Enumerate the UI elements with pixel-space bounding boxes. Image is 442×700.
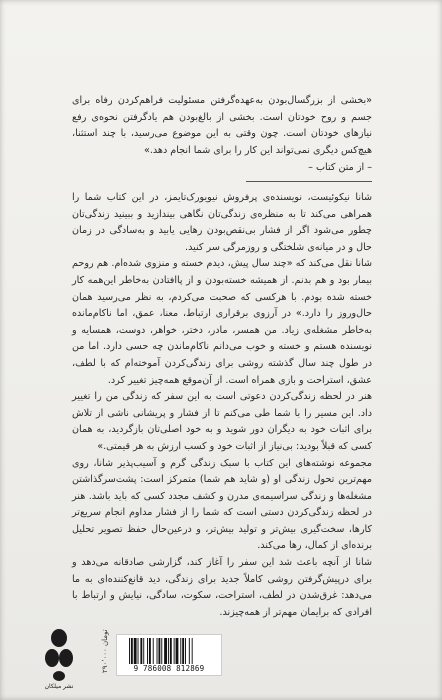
blurb-paragraph: هنر در لحظه زندگی‌کردن دعوتی است به این سفر که زندگی من را تغییر داد. این مسیر را با شما طی می‌کنم تا از فشار و پریشانی ناشی از تلاش برای اثبات خود به دیگران دور شوید و به خود اصلی‌تان بازگردید، به همان کسی که قبلاً بودید: بی‌نیاز از اثبات خود و کسب ارزش به هر قیمتی.»: [72, 391, 372, 452]
isbn-digits: 9 786008 812869: [133, 664, 205, 673]
barcode-bar: [134, 638, 137, 664]
barcode-bar: [158, 638, 160, 664]
barcode-bar: [176, 638, 179, 664]
barcode-bar: [192, 638, 193, 664]
blurb-quote: «بخشی از بزرگسال‌بودن به‌عهده‌گرفتن مسئولیت فراهم‌کردن رفاه برای جسم و روح خودتان است. بخشی از بالغ‌بودن هم یادگرفتن نحوه‌ی رفع نیازهای خودتان است. چون وقتی به این موضوع می‌رسید، با چند استثنا، هیچ‌کس دیگری نمی‌تواند این کار را برای شما انجام دهد.»: [72, 95, 372, 156]
barcode-bar: [161, 638, 162, 664]
barcode-bar: [149, 638, 151, 664]
blurb-paragraph: شانا از آنچه باعث شد این سفر را آغاز کند، گزارشی صادقانه می‌دهد و برای درپیش‌گرفتن روشی کاملاً جدید برای زندگی، دید قانع‌کننده‌ای به ما می‌دهد: غرق‌شدن در لطف، استراحت، سکوت، سادگی، نیایش و ارتباط با افرادی که برایمان مهم‌تر از همه‌چیزند.: [72, 557, 372, 618]
barcode-bar: [182, 638, 184, 664]
barcode-bar: [147, 638, 148, 664]
blurb-body: [72, 190, 372, 621]
barcode-bar: [174, 638, 175, 664]
barcode-bar: [164, 638, 167, 664]
publisher-logo-icon: [44, 628, 74, 682]
barcode-bar: [131, 638, 133, 664]
barcode-bar: [140, 638, 142, 664]
divider-line: [246, 181, 372, 182]
blurb-paragraph: مجموعه نوشته‌های این کتاب با سبک زندگی گرم و آسیب‌پذیر شانا، روی مهم‌ترین تحول زندگی او (و شاید هم شما) متمرکز است: پشت‌سرگذاشتن مشغله‌ها و زندگی سراسیمه‌ی مدرن و کشف مجدد کسی که باید باشد. هنر در لحظه زندگی‌کردن دستی است که شما را از فشار مداوم انجام سریع‌تر کارها، سخت‌گیری بیش‌تر و تولید بیش‌تر، و درعین‌حال حفظ تصویر تحلیل برنده‌ای از کمال، رها می‌کند.: [72, 457, 372, 552]
barcode-bar: [185, 638, 186, 664]
isbn-barcode: [116, 634, 222, 676]
barcode-bar: [170, 638, 172, 664]
price-label: ۲۹۰٬۰۰۰ تومان: [101, 629, 109, 673]
barcode-bar: [153, 638, 154, 664]
barcode-bar: [180, 638, 181, 664]
barcode-bar: [189, 638, 190, 664]
barcode-bar: [168, 638, 169, 664]
barcode-bars: [129, 638, 213, 664]
barcode-bar: [138, 638, 139, 664]
quote-source: – از متن کتاب –: [308, 162, 372, 173]
barcode-bar: [157, 638, 158, 664]
barcode-bar: [143, 638, 144, 664]
barcode-bar: [129, 638, 130, 664]
blurb-paragraph: شانا نقل می‌کند که «چند سال پیش، دیدم خسته و منزوی شده‌ام. هم روحم بیمار بود و هم بدنم. از همیشه خسته‌بودن و از پاافتادن به‌خاطر این‌همه کار خسته شده بودم. با هرکسی که صحبت می‌کردم، به نظر می‌رسید همان حال‌وروز را دارد.» در آرزوی برقراری ارتباط، معنا، عمق، اما ناکام‌مانده به‌خاطر مشغله‌ی زیاد. من همسر، مادر، دختر، خواهر، دوست، همسایه و نویسنده هستم و خسته و خوب می‌دانم ناکام‌ماندن چه حسی دارد. اما من در طول چند سال گذشته روشی برای زندگی‌کردن آموخته‌ام که با لطف، عشق، استراحت و بازی همراه است. از آن‌موقع همه‌چیز تغییر کرد.: [72, 258, 372, 386]
publisher-name: نشر میلکان: [44, 683, 74, 690]
blurb-paragraph: شانا نیکوئیست، نویسنده‌ی پرفروش نیویورک‌تایمز، در این کتاب شما را همراهی می‌کند تا به منظره‌ی زندگی‌تان نگاهی بیندازید و ببینید زندگی‌تان چطور می‌شود اگر از فشار بی‌نقص‌بودن رهایی یابید و به‌سادگی در زمان حال و در میانه‌ی شلختگی و روزمرگی سر کنید.: [72, 192, 372, 253]
